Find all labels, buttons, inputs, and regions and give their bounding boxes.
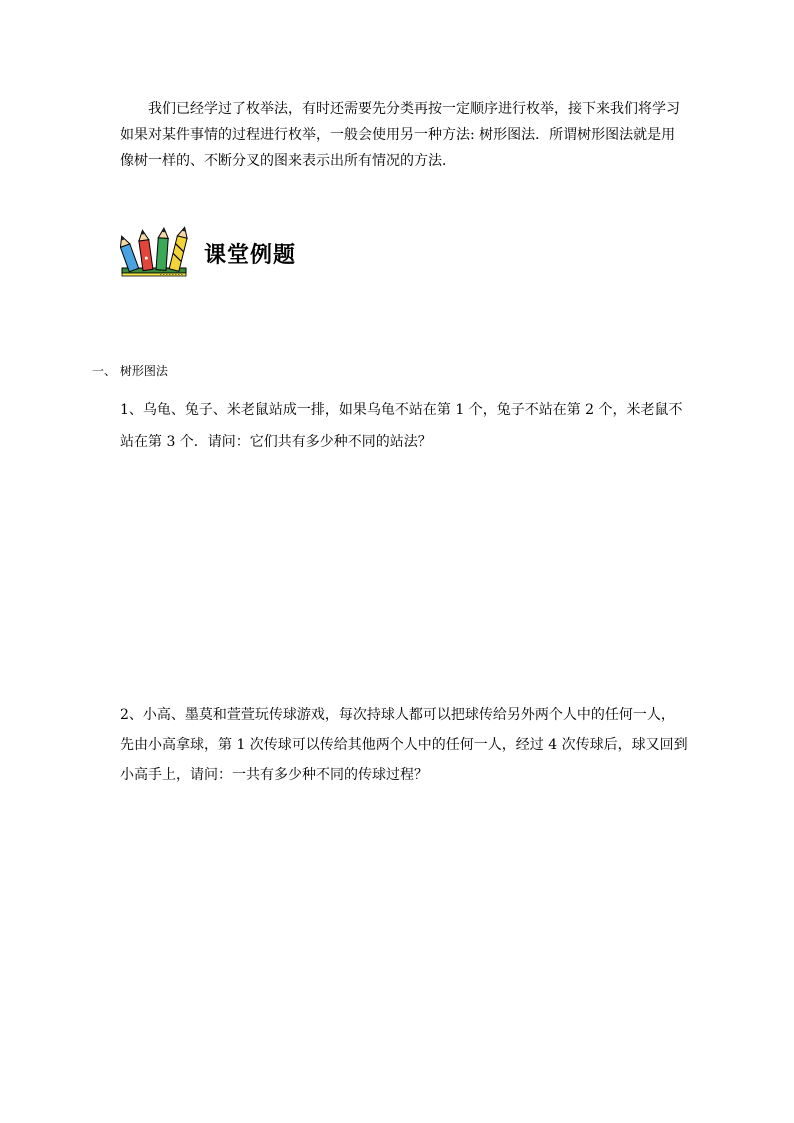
problem-2-line-3: 小高手上，请问：一共有多少种不同的传球过程？ bbox=[120, 767, 428, 783]
subsection-heading: 一、 树形图法 bbox=[92, 364, 168, 378]
intro-line-3: 像树一样的、不断分叉的图来表示出所有情况的方法． bbox=[120, 153, 456, 169]
intro-line-2: 如果对某件事情的过程进行枚举，一般会使用另一种方法: 树形图法．所谓树形图法就是用 bbox=[120, 127, 676, 143]
problem-1 bbox=[120, 394, 690, 458]
section-banner bbox=[120, 226, 420, 282]
problem-1-line-2: 站在第 3 个．请问：它们共有多少种不同的站法？ bbox=[120, 434, 432, 450]
intro-line-1: 我们已经学过了枚举法，有时还需要先分类再按一定顺序进行枚举，接下来我们将学习 bbox=[148, 101, 680, 117]
section-title: 课堂例题 bbox=[204, 243, 297, 268]
problem-1-line-1: 1、乌龟、兔子、米老鼠站成一排，如果乌龟不站在第 1 个，兔子不站在第 2 个，米老鼠不 bbox=[120, 402, 683, 418]
problem-2-line-2: 先由小高拿球，第 1 次传球可以传给其他两个人中的任何一人，经过 4 次传球后，球又回到 bbox=[120, 737, 688, 753]
problem-2 bbox=[120, 700, 690, 790]
pencils-icon bbox=[120, 226, 190, 280]
intro-paragraph bbox=[120, 96, 690, 174]
problem-2-line-1: 2、小高、墨莫和萱萱玩传球游戏，每次持球人都可以把球传给另外两个人中的任何一人， bbox=[120, 707, 675, 723]
